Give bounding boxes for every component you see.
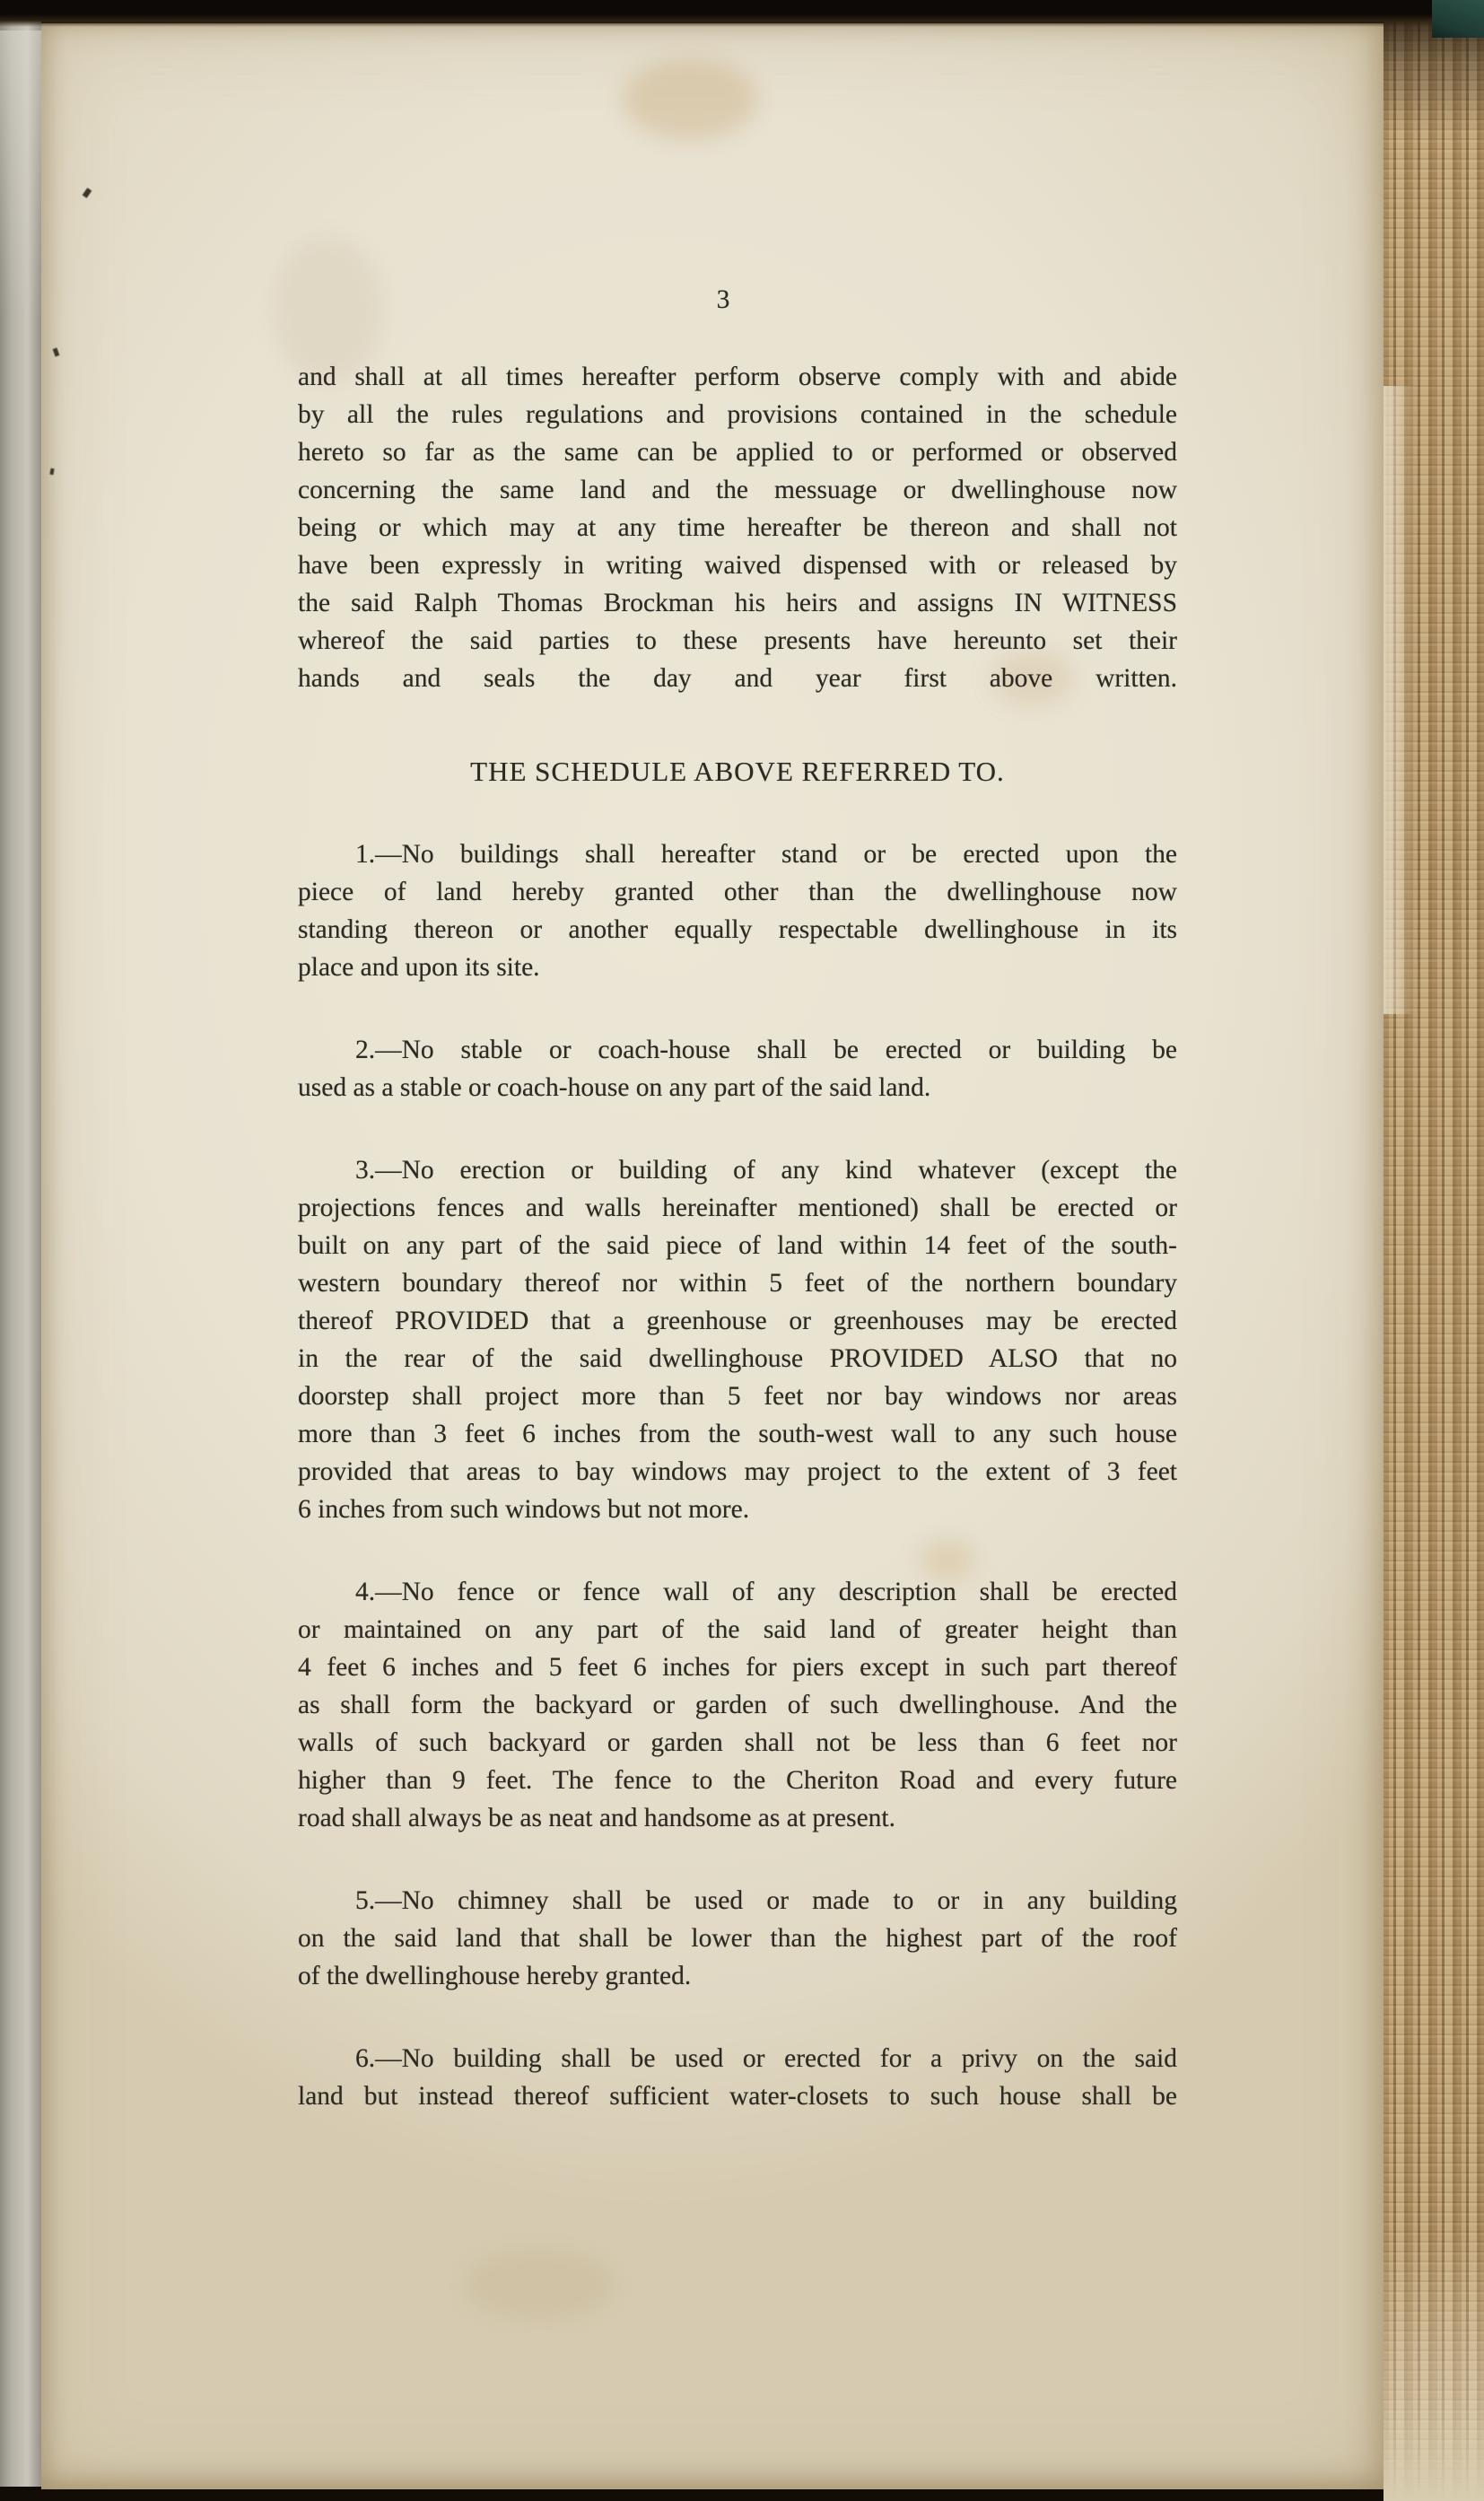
text-line: as shall form the backyard or garden of such dwellinghouse. And the	[298, 1691, 1177, 1719]
facing-page-edge	[0, 20, 41, 2501]
text-line: piece of land hereby granted other than the dwellinghouse now	[298, 878, 1177, 906]
page-text	[298, 281, 1177, 2115]
text-line: 4 feet 6 inches and 5 feet 6 inches for piers except in such part thereof	[298, 1653, 1177, 1682]
book-cover-corner	[1432, 0, 1484, 38]
text-line: 6 inches from such windows but not more.	[298, 1495, 750, 1524]
intro-paragraph	[298, 358, 1177, 697]
text-line: western boundary thereof nor within 5 feet of the northern boundary	[298, 1269, 1177, 1298]
book-spine-shadow	[0, 0, 1484, 27]
text-line: of the dwellinghouse hereby granted.	[298, 1962, 692, 1990]
text-line: have been expressly in writing waived dispensed with or released by	[298, 551, 1177, 580]
clause-4	[298, 1573, 1177, 1837]
text-line: whereof the said parties to these presents have hereunto set their	[298, 626, 1177, 655]
text-line: hereto so far as the same can be applied to or performed or observed	[298, 438, 1177, 467]
text-line: place and upon its site.	[298, 953, 540, 982]
text-line: provided that areas to bay windows may project to the extent of 3 feet	[298, 1457, 1177, 1486]
text-line: road shall always be as neat and handsome as at present.	[298, 1804, 895, 1832]
text-line: 2.—No stable or coach-house shall be erected or building be	[355, 1036, 1177, 1064]
text-line: 1.—No buildings shall hereafter stand or be erected upon the	[355, 840, 1177, 869]
text-line: by all the rules regulations and provisions contained in the schedule	[298, 400, 1177, 429]
page-edges-stack	[1384, 0, 1484, 2501]
text-line: 5.—No chimney shall be used or made to or in any building	[355, 1886, 1177, 1915]
text-line: 6.—No building shall be used or erected for a privy on the said	[355, 2044, 1177, 2073]
text-line: doorstep shall project more than 5 feet nor bay windows nor areas	[298, 1382, 1177, 1411]
text-line: and shall at all times hereafter perform observe comply with and abide	[298, 363, 1177, 391]
text-line: in the rear of the said dwellinghouse PROVIDED ALSO that no	[298, 1344, 1177, 1373]
clause-5	[298, 1882, 1177, 1995]
text-line: the said Ralph Thomas Brockman his heirs and assigns IN WITNESS	[298, 589, 1177, 617]
text-line: built on any part of the said piece of land within 14 feet of the south-	[298, 1231, 1177, 1260]
text-line: concerning the same land and the messuage or dwellinghouse now	[298, 476, 1177, 504]
clause-2	[298, 1031, 1177, 1106]
text-line: on the said land that shall be lower than the highest part of the roof	[298, 1924, 1177, 1953]
clause-3	[298, 1151, 1177, 1528]
paper-stain	[463, 2249, 615, 2321]
ink-speck	[53, 347, 60, 356]
text-line: being or which may at any time hereafter be thereon and shall not	[298, 513, 1177, 542]
text-line: 3.—No erection or building of any kind whatever (except the	[355, 1156, 1177, 1185]
text-line: or maintained on any part of the said land of greater height than	[298, 1615, 1177, 1644]
document-page	[41, 23, 1387, 2489]
page-number: 3	[716, 285, 730, 314]
text-line: 4.—No fence or fence wall of any description shall be erected	[355, 1578, 1177, 1606]
text-line: land but instead thereof sufficient water-closets to such house shall be	[298, 2082, 1177, 2111]
text-line: thereof PROVIDED that a greenhouse or greenhouses may be erected	[298, 1307, 1177, 1335]
text-line: standing thereon or another equally respectable dwellinghouse in its	[298, 915, 1177, 944]
text-line: walls of such backyard or garden shall not be less than 6 feet nor	[298, 1728, 1177, 1757]
clause-1	[298, 835, 1177, 986]
clause-6	[298, 2040, 1177, 2115]
text-line: projections fences and walls hereinafter mentioned) shall be erected or	[298, 1194, 1177, 1222]
schedule-heading: THE SCHEDULE ABOVE REFERRED TO.	[470, 756, 1005, 787]
ink-speck	[83, 188, 92, 198]
text-line: hands and seals the day and year first above written.	[298, 664, 1177, 693]
paper-stain	[623, 59, 757, 140]
text-line: more than 3 feet 6 inches from the south-west wall to any such house	[298, 1420, 1177, 1448]
text-line: used as a stable or coach-house on any part of the said land.	[298, 1073, 931, 1102]
ink-speck	[49, 468, 54, 476]
text-line: higher than 9 feet. The fence to the Cheriton Road and every future	[298, 1766, 1177, 1795]
